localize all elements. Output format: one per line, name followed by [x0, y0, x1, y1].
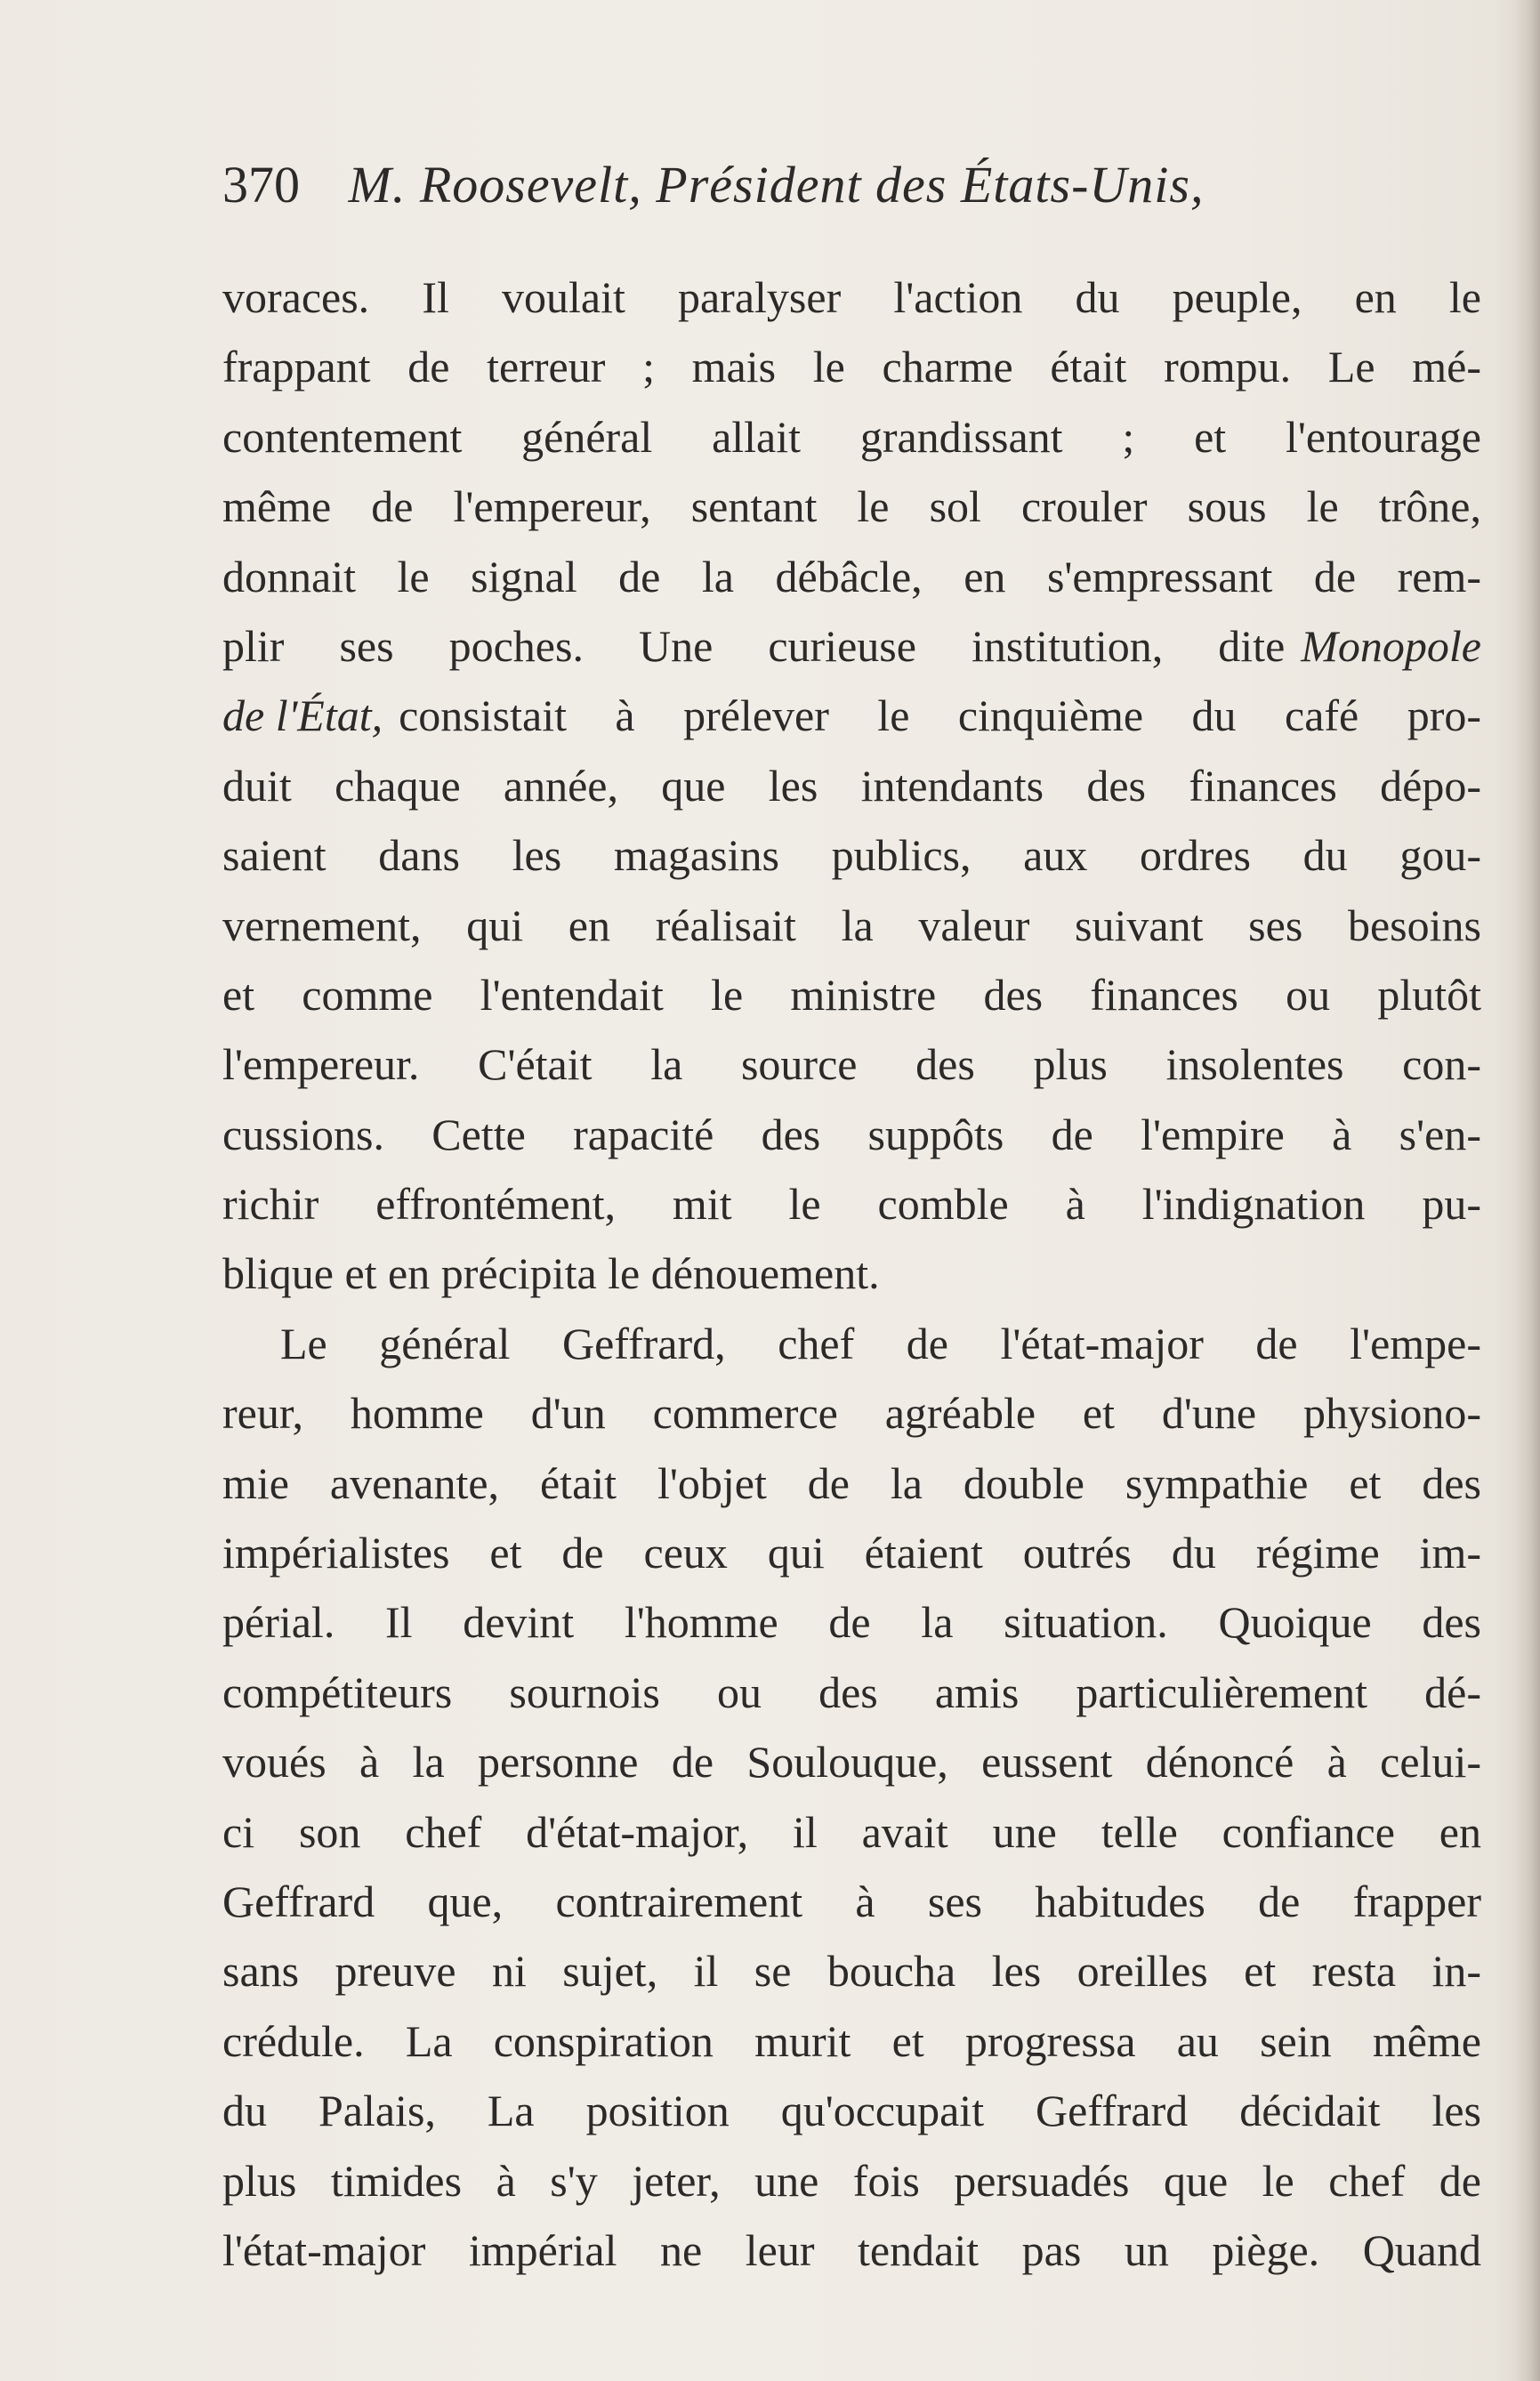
- line-text: Le général Geffrard, chef de l'état-major de l'empe-: [280, 1318, 1481, 1368]
- italic-term-monopole: Monopole: [1301, 620, 1481, 671]
- body-text: [222, 262, 1481, 2285]
- line-text: plus timides à s'y jeter, une fois persuadés que le chef de: [222, 2155, 1481, 2206]
- text-line: [222, 1449, 1481, 1518]
- line-text: compétiteurs sournois ou des amis particulièrement dé-: [222, 1667, 1481, 1717]
- line-text: du Palais, La position qu'occupait Geffrard décidait les: [222, 2086, 1481, 2136]
- line-text: périal. Il devint l'homme de la situation. Quoique des: [222, 1597, 1481, 1648]
- text-line: [222, 751, 1481, 820]
- line-text: mie avenante, était l'objet de la double sympathie et des: [222, 1457, 1481, 1508]
- text-line: [222, 1378, 1481, 1448]
- line-text: consistait à prélever le cinquième du café pro-: [399, 690, 1481, 741]
- line-text: cussions. Cette rapacité des suppôts de l'empire à s'en-: [222, 1109, 1481, 1159]
- line-text: sans preuve ni sujet, il se boucha les oreilles et resta in-: [222, 1946, 1481, 1997]
- text-line: [222, 960, 1481, 1029]
- line-text: duit chaque année, que les intendants des finances dépo-: [222, 760, 1481, 811]
- text-line: [222, 2006, 1481, 2076]
- text-line: [222, 2076, 1481, 2145]
- page-number: 370: [222, 156, 300, 214]
- line-text: voués à la personne de Soulouque, eussent dénoncé à celui-: [222, 1737, 1481, 1788]
- line-text: l'état-major impérial ne leur tendait pas un piège. Quand: [222, 2224, 1481, 2275]
- text-line: [222, 1169, 1481, 1239]
- text-line: [222, 1518, 1481, 1587]
- text-line: [222, 1587, 1481, 1657]
- line-text: Geffrard que, contrairement à ses habitudes de frapper: [222, 1876, 1481, 1926]
- line-text: voraces. Il voulait paralyser l'action du peuple, en le: [222, 272, 1481, 322]
- page-edge-shadow: [1515, 0, 1540, 2381]
- line-text: ci son chef d'état-major, il avait une telle confiance en: [222, 1806, 1481, 1857]
- line-text: vernement, qui en réalisait la valeur suivant ses besoins: [222, 900, 1481, 950]
- text-line: [222, 2146, 1481, 2216]
- line-text: contentement général allait grandissant ; et l'entourage: [222, 411, 1481, 462]
- line-text: l'empereur. C'était la source des plus insolentes con-: [222, 1039, 1481, 1090]
- line-text: même de l'empereur, sentant le sol crouler sous le trône,: [222, 481, 1481, 532]
- text-line: [222, 1309, 1481, 1378]
- text-line: [222, 332, 1481, 401]
- line-text: et comme l'entendait le ministre des finances ou plutôt: [222, 969, 1481, 1020]
- italic-term-de-l-etat: de l'État,: [222, 690, 383, 741]
- text-line: [222, 1029, 1481, 1099]
- text-line: [222, 1797, 1481, 1867]
- text-line: [222, 1239, 1481, 1308]
- text-line: [222, 402, 1481, 472]
- text-line: [222, 1936, 1481, 2006]
- text-line: [222, 1100, 1481, 1169]
- line-text: plir ses poches. Une curieuse institution, dite: [222, 620, 1286, 671]
- line-text: reur, homme d'un commerce agréable et d'une physiono-: [222, 1388, 1481, 1439]
- text-line: [222, 1658, 1481, 1727]
- line-text: impérialistes et de ceux qui étaient outrés du régime im-: [222, 1528, 1481, 1578]
- text-line: [222, 820, 1481, 890]
- line-text: saient dans les magasins publics, aux ordres du gou-: [222, 830, 1481, 881]
- line-text: richir effrontément, mit le comble à l'indignation pu-: [222, 1179, 1481, 1230]
- text-line: [222, 611, 1481, 681]
- line-text: blique et en précipita le dénouement.: [222, 1248, 880, 1299]
- text-line: [222, 681, 1481, 750]
- text-line: [222, 1727, 1481, 1796]
- line-text: donnait le signal de la débâcle, en s'empressant de rem-: [222, 551, 1481, 601]
- running-title: M. Roosevelt, Président des États-Unis,: [348, 156, 1205, 214]
- text-line: [222, 542, 1481, 611]
- text-line: [222, 262, 1481, 332]
- text-line: [222, 1867, 1481, 1936]
- text-line: [222, 891, 1481, 960]
- text-line: [222, 2216, 1481, 2285]
- text-line: [222, 472, 1481, 541]
- line-text: crédule. La conspiration murit et progressa au sein même: [222, 2015, 1481, 2066]
- page-header: [222, 149, 1486, 221]
- line-text: frappant de terreur ; mais le charme était rompu. Le mé-: [222, 342, 1481, 392]
